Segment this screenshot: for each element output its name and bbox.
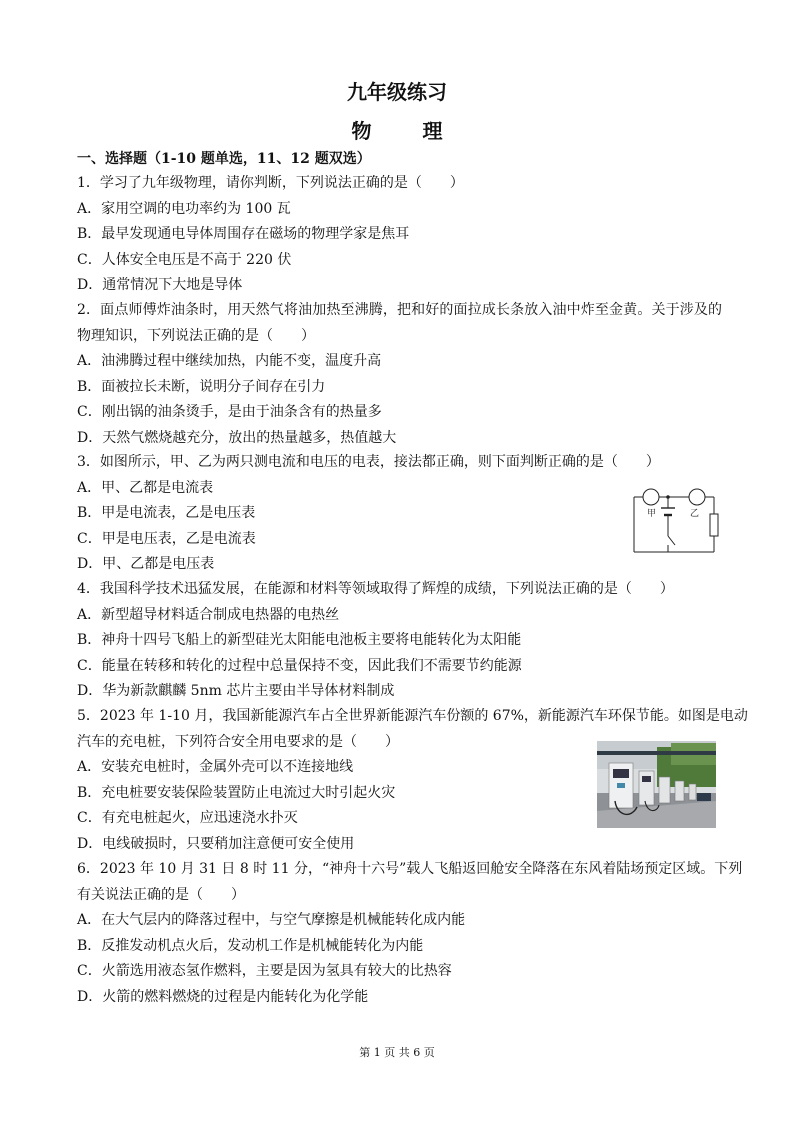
option-a: A．家用空调的电功率约为 100 瓦 xyxy=(77,200,291,217)
question-stem: 3．如图所示，甲、乙为两只测电流和电压的电表，接法都正确，则下面判断正确的是（ ） xyxy=(77,454,660,470)
option-b: B．反推发动机点火后，发动机工作是机械能转化为内能 xyxy=(77,937,424,954)
option-d: D．通常情况下大地是导体 xyxy=(77,277,243,293)
question-stem-line2: 有关说法正确的是（ ） xyxy=(77,886,245,903)
question-4 xyxy=(77,577,722,705)
option-d: D．火箭的燃料燃烧的过程是内能转化为化学能 xyxy=(77,988,369,1005)
option-c: C．人体安全电压是不高于 220 伏 xyxy=(77,251,292,268)
question-stem: 1．学习了九年级物理，请你判断，下列说法正确的是（ ） xyxy=(77,175,464,191)
meter-jia-icon xyxy=(643,489,659,505)
option-d: D．电线破损时，只要稍加注意便可安全使用 xyxy=(77,835,355,852)
question-2 xyxy=(77,298,722,451)
option-c: C．甲是电压表，乙是电流表 xyxy=(77,530,256,547)
subject-title: 物 理 xyxy=(351,119,465,143)
option-b: B．面被拉长未断，说明分子间存在引力 xyxy=(77,378,326,395)
option-b: B．充电桩要安装保险装置防止电流过大时引起火灾 xyxy=(77,784,396,801)
meter-yi-label: 乙 xyxy=(690,509,700,519)
option-a: A．新型超导材料适合制成电热器的电热丝 xyxy=(77,606,340,623)
page-title: 九年级练习 xyxy=(347,80,447,104)
section-heading: 一、选择题（1-10 题单选，11、12 题双选） xyxy=(77,151,371,167)
option-b: B．神舟十四号飞船上的新型硅光太阳能电池板主要将电能转化为太阳能 xyxy=(77,632,522,648)
option-a: A．在大气层内的降落过程中，与空气摩擦是机械能转化成内能 xyxy=(77,912,466,928)
question-1 xyxy=(77,171,722,299)
option-d: D．华为新款麒麟 5nm 芯片主要由半导体材料制成 xyxy=(77,683,395,699)
option-b: B．甲是电流表，乙是电压表 xyxy=(77,505,256,521)
question-stem-line2: 汽车的充电桩，下列符合安全用电要求的是（ ） xyxy=(77,733,399,750)
option-c: C．有充电桩起火，应迅速浇水扑灭 xyxy=(77,810,298,826)
option-c: C．刚出锅的油条烫手，是由于油条含有的热量多 xyxy=(77,404,382,420)
meter-jia-label: 甲 xyxy=(647,509,657,519)
circuit-diagram xyxy=(628,484,724,556)
switch-symbol xyxy=(668,536,675,545)
option-a: A．油沸腾过程中继续加热，内能不变，温度升高 xyxy=(77,353,382,369)
question-stem-line1: 6．2023 年 10 月 31 日 8 时 11 分，“神舟十六号”载人飞船返回舱安全降落在东风着陆场预定区域。下列 xyxy=(77,861,743,877)
question-stem-line1: 5．2023 年 1-10 月，我国新能源汽车占全世界新能源汽车份额的 67%，新能源汽车环保节能。如图是电动 xyxy=(77,708,748,724)
option-b: B．最早发现通电导体周围存在磁场的物理学家是焦耳 xyxy=(77,226,410,242)
option-d: D．甲、乙都是电压表 xyxy=(77,556,215,572)
resistor-symbol xyxy=(710,514,718,536)
question-3 xyxy=(77,450,722,578)
charging-station-photo xyxy=(597,741,716,828)
option-c: C．能量在转移和转化的过程中总量保持不变，因此我们不需要节约能源 xyxy=(77,657,522,674)
option-a: A．甲、乙都是电流表 xyxy=(77,479,214,496)
page-footer: 第 1 页 共 6 页 xyxy=(359,1046,435,1059)
question-6 xyxy=(77,857,743,1010)
option-a: A．安装充电桩时，金属外壳可以不连接地线 xyxy=(77,759,354,775)
meter-yi-icon xyxy=(689,489,705,505)
question-stem: 2．面点师傅炸油条时，用天然气将油加热至沸腾，把和好的面拉成长条放入油中炸至金黄。关于涉及的物理知识，下列说法正确的是（ ） xyxy=(77,302,722,344)
option-c: C．火箭选用液态氢作燃料，主要是因为氢具有较大的比热容 xyxy=(77,963,452,979)
option-d: D．天然气燃烧越充分，放出的热量越多，热值越大 xyxy=(77,429,397,446)
question-stem: 4．我国科学技术迅猛发展，在能源和材料等领域取得了辉煌的成绩，下列说法正确的是（ ） xyxy=(77,581,674,597)
